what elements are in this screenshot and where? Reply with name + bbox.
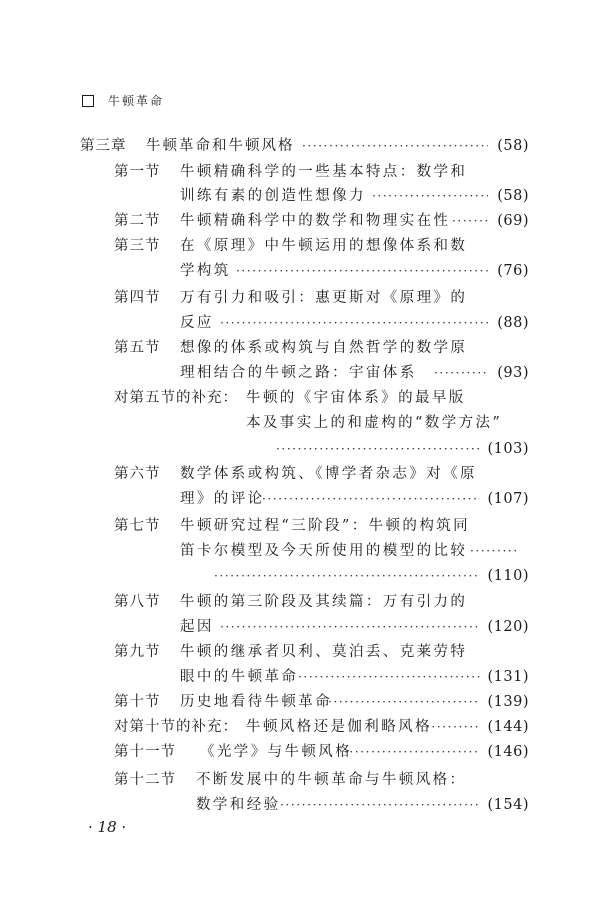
toc-page-number: (69) bbox=[497, 213, 529, 229]
toc-section-title-cont: 数学和经验 bbox=[196, 797, 281, 813]
toc-section-title-cont: 反应 bbox=[180, 315, 214, 331]
toc-entry-cont bbox=[0, 667, 605, 687]
toc-page-number: (88) bbox=[497, 315, 529, 331]
toc-page-number: (58) bbox=[497, 138, 529, 154]
toc-section-title-cont: 学构筑 bbox=[180, 263, 231, 279]
toc-entry bbox=[0, 742, 605, 762]
toc-section-label: 第七节 bbox=[114, 518, 161, 534]
toc-page-number: (146) bbox=[487, 744, 529, 760]
toc-section-title: 牛顿研究过程“三阶段”：牛顿的构筑同 bbox=[180, 518, 471, 534]
toc-entry bbox=[0, 642, 605, 662]
toc-entry-cont bbox=[0, 186, 605, 206]
toc-chapter-label: 第三章 bbox=[80, 138, 127, 154]
toc-page-number: (139) bbox=[487, 694, 529, 710]
toc-section-title: 牛顿精确科学中的数学和物理实在性 bbox=[180, 213, 451, 229]
toc-section-label: 第九节 bbox=[114, 644, 161, 660]
toc-section-title: 数学体系或构筑、《博学者杂志》对《原 bbox=[180, 466, 477, 482]
toc-section-label: 第二节 bbox=[114, 213, 161, 229]
toc-section-title: 在《原理》中牛顿运用的想像体系和数 bbox=[180, 238, 468, 254]
toc-section-title: 《光学》与牛顿风格 bbox=[200, 744, 353, 760]
toc-entry-cont bbox=[0, 439, 605, 459]
toc-leader-dots bbox=[236, 261, 488, 281]
toc-page-number: (76) bbox=[497, 263, 529, 279]
toc-section-title-cont: 笛卡尔模型及今天所使用的模型的比较 bbox=[180, 543, 468, 559]
toc-leader-dots bbox=[452, 211, 488, 231]
toc-leader-dots bbox=[372, 186, 488, 206]
toc-section-label: 对第五节的补充： bbox=[114, 390, 238, 406]
toc-page-number: (110) bbox=[487, 568, 529, 584]
running-header bbox=[82, 92, 164, 109]
toc-section-title: 历史地看待牛顿革命 bbox=[180, 694, 333, 710]
toc-section-title: 不断发展中的牛顿革命与牛顿风格： bbox=[196, 772, 467, 788]
toc-section-title: 万有引力和吸引：惠更斯对《原理》的 bbox=[180, 290, 468, 306]
toc-section-title: 牛顿的第三阶段及其续篇：万有引力的 bbox=[180, 594, 468, 610]
toc-entry bbox=[0, 288, 605, 308]
toc-section-title: 牛顿精确科学的一些基本特点：数学和 bbox=[180, 164, 468, 180]
square-marker-icon bbox=[82, 95, 94, 107]
toc-section-label: 对第十节的补充： bbox=[114, 719, 238, 735]
toc-entry bbox=[0, 388, 605, 408]
toc-section-label: 第三节 bbox=[114, 238, 161, 254]
toc-section-title: 想像的体系或构筑与自然哲学的数学原 bbox=[180, 340, 468, 356]
toc-entry bbox=[0, 692, 605, 712]
toc-section-title: 牛顿的继承者贝利、莫泊丢、克莱劳特 bbox=[180, 644, 468, 660]
toc-entry-cont bbox=[0, 313, 605, 333]
toc-page-number: (131) bbox=[487, 669, 529, 685]
toc-section-label: 第十节 bbox=[114, 694, 161, 710]
toc-entry bbox=[0, 770, 605, 790]
toc-page-number: (93) bbox=[497, 365, 529, 381]
toc-leader-dots bbox=[220, 313, 488, 333]
toc-entry bbox=[0, 211, 605, 231]
toc-page-number: (154) bbox=[487, 797, 529, 813]
toc-entry-cont bbox=[0, 566, 605, 586]
toc-page-number: (103) bbox=[487, 441, 529, 457]
toc-section-title-cont: 本及事实上的和虚构的“数学方法” bbox=[246, 415, 503, 431]
toc-leader-dots bbox=[262, 489, 480, 509]
toc-entry-cont bbox=[0, 413, 605, 433]
toc-leader-dots bbox=[328, 692, 480, 712]
toc-section-title-cont: 起因 bbox=[180, 619, 214, 635]
running-header-title: 牛顿革命 bbox=[108, 94, 165, 108]
toc-page-number: (120) bbox=[487, 619, 529, 635]
toc-section-label: 第一节 bbox=[114, 164, 161, 180]
toc-page-number: (144) bbox=[487, 719, 529, 735]
toc-chapter bbox=[0, 136, 605, 156]
toc-section-title-cont: 眼中的牛顿革命 bbox=[180, 669, 299, 685]
toc-section-title-cont: 理》的评论 bbox=[180, 491, 265, 507]
toc-entry-cont bbox=[0, 617, 605, 637]
toc-entry-cont bbox=[0, 489, 605, 509]
toc-entry-cont bbox=[0, 363, 605, 383]
toc-leader-dots bbox=[434, 363, 488, 383]
toc-leader-dots bbox=[280, 795, 480, 815]
toc-section-title-cont: 训练有素的创造性想像力 bbox=[180, 188, 366, 204]
toc-entry-cont bbox=[0, 795, 605, 815]
toc-entry bbox=[0, 516, 605, 536]
toc-page-number: (107) bbox=[487, 491, 529, 507]
toc-entry bbox=[0, 162, 605, 182]
toc-page-number: (58) bbox=[497, 188, 529, 204]
toc-leader-dots bbox=[344, 742, 480, 762]
toc-entry bbox=[0, 717, 605, 737]
toc-section-label: 第八节 bbox=[114, 594, 161, 610]
toc-leader-dots bbox=[470, 541, 520, 561]
toc-section-label: 第十一节 bbox=[114, 744, 176, 760]
toc-leader-dots bbox=[298, 667, 480, 687]
toc-section-label: 第四节 bbox=[114, 290, 161, 306]
page-number-footer: · 18 · bbox=[88, 818, 127, 836]
toc-leader-dots bbox=[302, 136, 488, 156]
toc-section-label: 第十二节 bbox=[114, 772, 176, 788]
toc-entry bbox=[0, 592, 605, 612]
toc-entry bbox=[0, 464, 605, 484]
toc-leader-dots bbox=[426, 717, 480, 737]
toc-section-label: 第五节 bbox=[114, 340, 161, 356]
toc-section-title-cont: 理相结合的牛顿之路：宇宙体系 bbox=[180, 365, 417, 381]
toc-leader-dots bbox=[214, 566, 480, 586]
toc-chapter-title: 牛顿革命和牛顿风格 bbox=[146, 138, 295, 154]
toc-leader-dots bbox=[220, 617, 480, 637]
toc-entry-cont bbox=[0, 261, 605, 281]
toc-entry bbox=[0, 338, 605, 358]
toc-section-title: 牛顿风格还是伽利略风格 bbox=[246, 719, 432, 735]
toc-section-title: 牛顿的《宇宙体系》的最早版 bbox=[246, 390, 466, 406]
toc-leader-dots bbox=[276, 439, 480, 459]
toc-entry bbox=[0, 236, 605, 256]
toc-section-label: 第六节 bbox=[114, 466, 161, 482]
toc-entry-cont bbox=[0, 541, 605, 561]
